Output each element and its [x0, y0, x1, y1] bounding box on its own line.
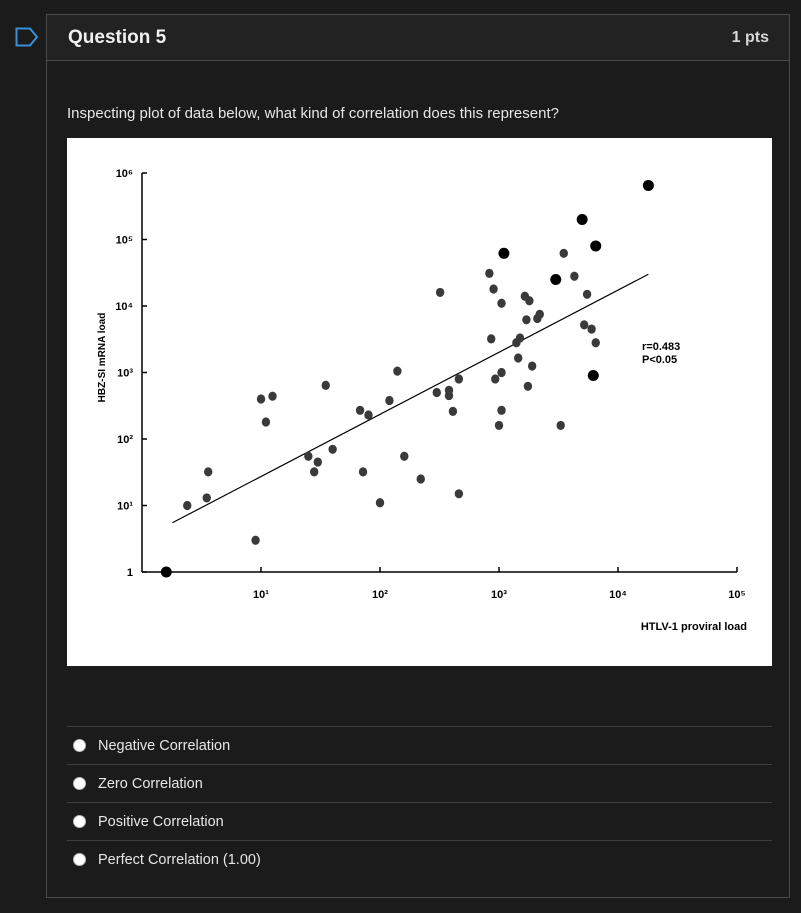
data-point: [583, 290, 591, 299]
answer-label: Positive Correlation: [98, 813, 224, 830]
data-point: [528, 361, 536, 370]
scatter-plot-image: [67, 138, 772, 666]
data-point: [385, 396, 393, 405]
data-point: [522, 315, 530, 324]
question-points: 1 pts: [731, 28, 769, 46]
data-point: [580, 320, 588, 329]
data-point: [491, 374, 499, 383]
data-point: [560, 249, 568, 258]
question-title: Question 5: [68, 26, 167, 48]
answer-list: [67, 726, 772, 878]
data-point: [489, 284, 497, 293]
y-axis-label: HBZ-SI mRNA load: [97, 312, 108, 403]
data-point: [251, 536, 259, 545]
data-point: [268, 392, 276, 401]
data-point: [497, 368, 505, 377]
x-tick-label: 10⁵: [728, 589, 746, 601]
data-point: [525, 296, 533, 305]
data-point-large: [590, 240, 601, 251]
data-point: [304, 452, 312, 461]
correlation-annotation: P<0.05: [642, 354, 678, 366]
y-tick-label: 10¹: [117, 500, 133, 513]
data-point: [557, 421, 565, 430]
data-point: [536, 310, 544, 319]
data-point: [322, 381, 330, 390]
answer-label: Negative Correlation: [98, 737, 231, 754]
data-point: [359, 467, 367, 476]
data-point: [364, 410, 372, 419]
radio-button[interactable]: [73, 853, 86, 866]
data-point-large: [550, 274, 561, 285]
data-point: [485, 269, 493, 278]
x-tick-label: 10¹: [253, 589, 269, 601]
data-point: [524, 382, 532, 391]
data-point-large: [643, 180, 654, 191]
data-point: [449, 407, 457, 416]
data-point: [400, 452, 408, 461]
question-prompt: Inspecting plot of data below, what kind of correlation does this represent?: [67, 105, 559, 122]
data-point: [328, 445, 336, 454]
answer-option-positive[interactable]: [67, 802, 772, 840]
x-axis-label: HTLV-1 proviral load: [640, 621, 747, 633]
y-tick-label: 10²: [117, 434, 133, 446]
x-tick-label: 10⁴: [609, 589, 627, 601]
data-point: [514, 353, 522, 362]
data-point: [183, 501, 191, 510]
y-tick-label: 1: [126, 567, 133, 579]
y-tick-label: 10⁵: [115, 234, 133, 247]
data-point-large: [588, 370, 599, 381]
data-point: [487, 334, 495, 343]
data-point-large: [498, 248, 509, 259]
data-point: [257, 394, 265, 403]
bookmark-icon[interactable]: [15, 27, 39, 47]
question-card: [46, 14, 790, 898]
scatter-chart: [67, 138, 772, 666]
data-point: [310, 467, 318, 476]
data-point: [455, 374, 463, 383]
y-tick-label: 10³: [117, 367, 133, 380]
data-point: [262, 417, 270, 426]
data-point: [516, 333, 524, 342]
x-tick-label: 10²: [372, 589, 388, 601]
answer-option-perfect[interactable]: [67, 840, 772, 878]
data-point: [570, 272, 578, 281]
radio-button[interactable]: [73, 777, 86, 790]
data-point: [204, 467, 212, 476]
data-point: [497, 299, 505, 308]
answer-label: Zero Correlation: [98, 775, 203, 792]
data-point: [203, 493, 211, 502]
data-point: [376, 498, 384, 507]
y-tick-label: 10⁶: [115, 168, 133, 180]
radio-button[interactable]: [73, 739, 86, 752]
data-point: [495, 421, 503, 430]
data-point: [436, 288, 444, 297]
data-point: [356, 406, 364, 415]
data-point: [497, 406, 505, 415]
data-point: [417, 474, 425, 483]
y-tick-label: 10⁴: [115, 301, 133, 313]
correlation-annotation: r=0.483: [642, 341, 681, 353]
radio-button[interactable]: [73, 815, 86, 828]
answer-option-negative[interactable]: [67, 726, 772, 764]
answer-label: Perfect Correlation (1.00): [98, 851, 261, 868]
data-point: [393, 366, 401, 375]
data-point: [433, 388, 441, 397]
answer-option-zero[interactable]: [67, 764, 772, 802]
data-point: [587, 324, 595, 333]
data-point-large: [577, 214, 588, 225]
question-header: [47, 15, 789, 61]
regression-line: [172, 274, 648, 522]
data-point: [314, 457, 322, 466]
data-point-large: [161, 567, 172, 578]
x-tick-label: 10³: [491, 589, 507, 601]
data-point: [592, 338, 600, 347]
data-point: [445, 386, 453, 395]
data-point: [455, 489, 463, 498]
